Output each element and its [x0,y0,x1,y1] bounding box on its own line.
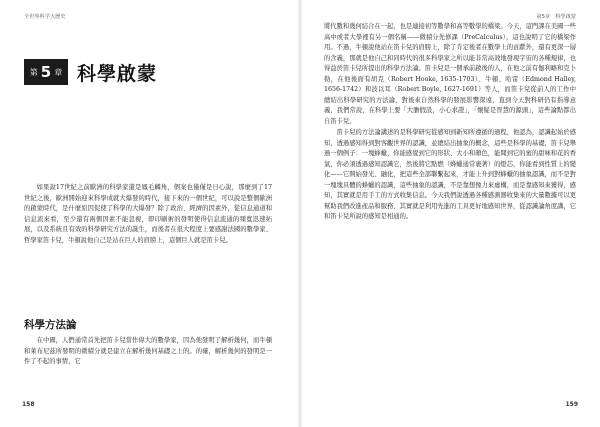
chapter-title: 科學啟蒙 [77,62,158,85]
section-heading: 科學方法論 [24,319,77,331]
page-number-left: 158 [22,401,35,408]
page-number-right: 159 [565,401,578,408]
section-paragraph: 在中國，人們通常首先把笛卡兒當作偉大的數學家，因為他發明了解析幾何，而牛頓和萊布尼茲所發明的微積分就是建立在解析幾何基礎之上的。的確，解析幾何的發明是一件了不起的事情，它 [24,337,272,365]
chapter-number: 5 [40,63,52,81]
right-text-block [324,22,576,223]
body-paragraph-1: 將代數和幾何結合在一起，也是連接初等數學和高等數學的橋梁。今天，這門課在美國一些高中或者大學裡有另一個名稱——微積分先修課（PreCalculus），這也說明了它的橋梁作用。不過，牛頓說他站在笛卡兒的肩膀上，除了肯定後者在數學上的貢獻外，還有更深一層的含義，那就是他自己和同時代的很多科學家之所以能非常高效地發現宇宙的各種規律，也得益於笛卡兒所提出的科學方法論。笛卡兒是一個承前啟後的人，在他之前有伽利略和克卜勒，在他後面有胡克（Robert Hooke, 1635-1703）、牛頓、哈雷（Edmond Halley, 1656-1742）和波以耳（Robert Boyle, 1627-1691）等人，而笛卡兒從前人的工作中總結出科學研究的方法論，對後來自然科學的發展影響深遠，直到今天對科研仍有指導意義，我們常說，在科學上要「大膽假設，小心求證」，「懷疑是智慧的源頭」，這些論點都出自笛卡兒。 [324,23,576,125]
right-page [300,0,600,427]
intro-text-block [24,183,272,246]
chapter-badge [24,59,68,85]
chapter-suffix: 章 [54,67,63,77]
chapter-prefix: 第 [29,67,38,77]
body-paragraph-2: 笛卡兒的方法論講述的是科學研究從感知到新知所遵循的過程，他認為，認識起始於感知，透過感知得到對客觀世界的認識，並總結出抽象的概念，這些是科學的基礎，笛卡兒舉過一個例子：一塊蜂蠟，你能感覺到它的形狀、大小和顏色，能聞到它的蜜的甜味和花的香氣，你必須透過感知認識它，然後將它點燃（蜂蠟通常裹著）的燈芯，你能看到性質上的變化——它開始發光、融化，把這些全部聯繫起來，才能上升到對蜂蠟的抽象認識，而不是對一塊塊具體的蜂蠟的認識，這些抽象的認識，不是靠想像力來虛構，而是靠感知來獲得，感知，其實就是用手工的方式收集信息。今天我們說透過各種感測器收集來的大量數據可以更幫助我們改進產品和服務，其實就是利用先進的工具更好地感知世界，從認識論角度講，它和笛卡兒所說的感知是相通的。 [324,129,576,220]
intro-paragraph: 如果說17世紀之前歐洲的科學家還是鳳毛麟角，個案也僅僅是日心說，那麼到了17世紀之後，歐洲開始迎來科學成就大爆發的時代，接下來的一個世紀，可以說是整個歐洲的啟蒙時代，是什麼原因促使了科學的大爆發？除了政治、經濟的因素外，從信息通道和信息流來看，至少還有兩個因素不能忽視，即印刷術的發明使得信息流通的頻寬迅速拓展，以及系統且有效的科學研究方法的誕生，而後者在很大程度上要感謝法國的數學家、哲學家笛卡兒，牛頓說他自己是站在巨人的肩膀上，這個巨人就是笛卡兒。 [24,184,272,244]
chapter-heading [24,57,284,87]
running-head-left: 全世界科学大歷史 [24,14,66,20]
section-text-block [24,336,272,368]
running-head-right: 第5章 科學啟蒙 [536,14,576,20]
